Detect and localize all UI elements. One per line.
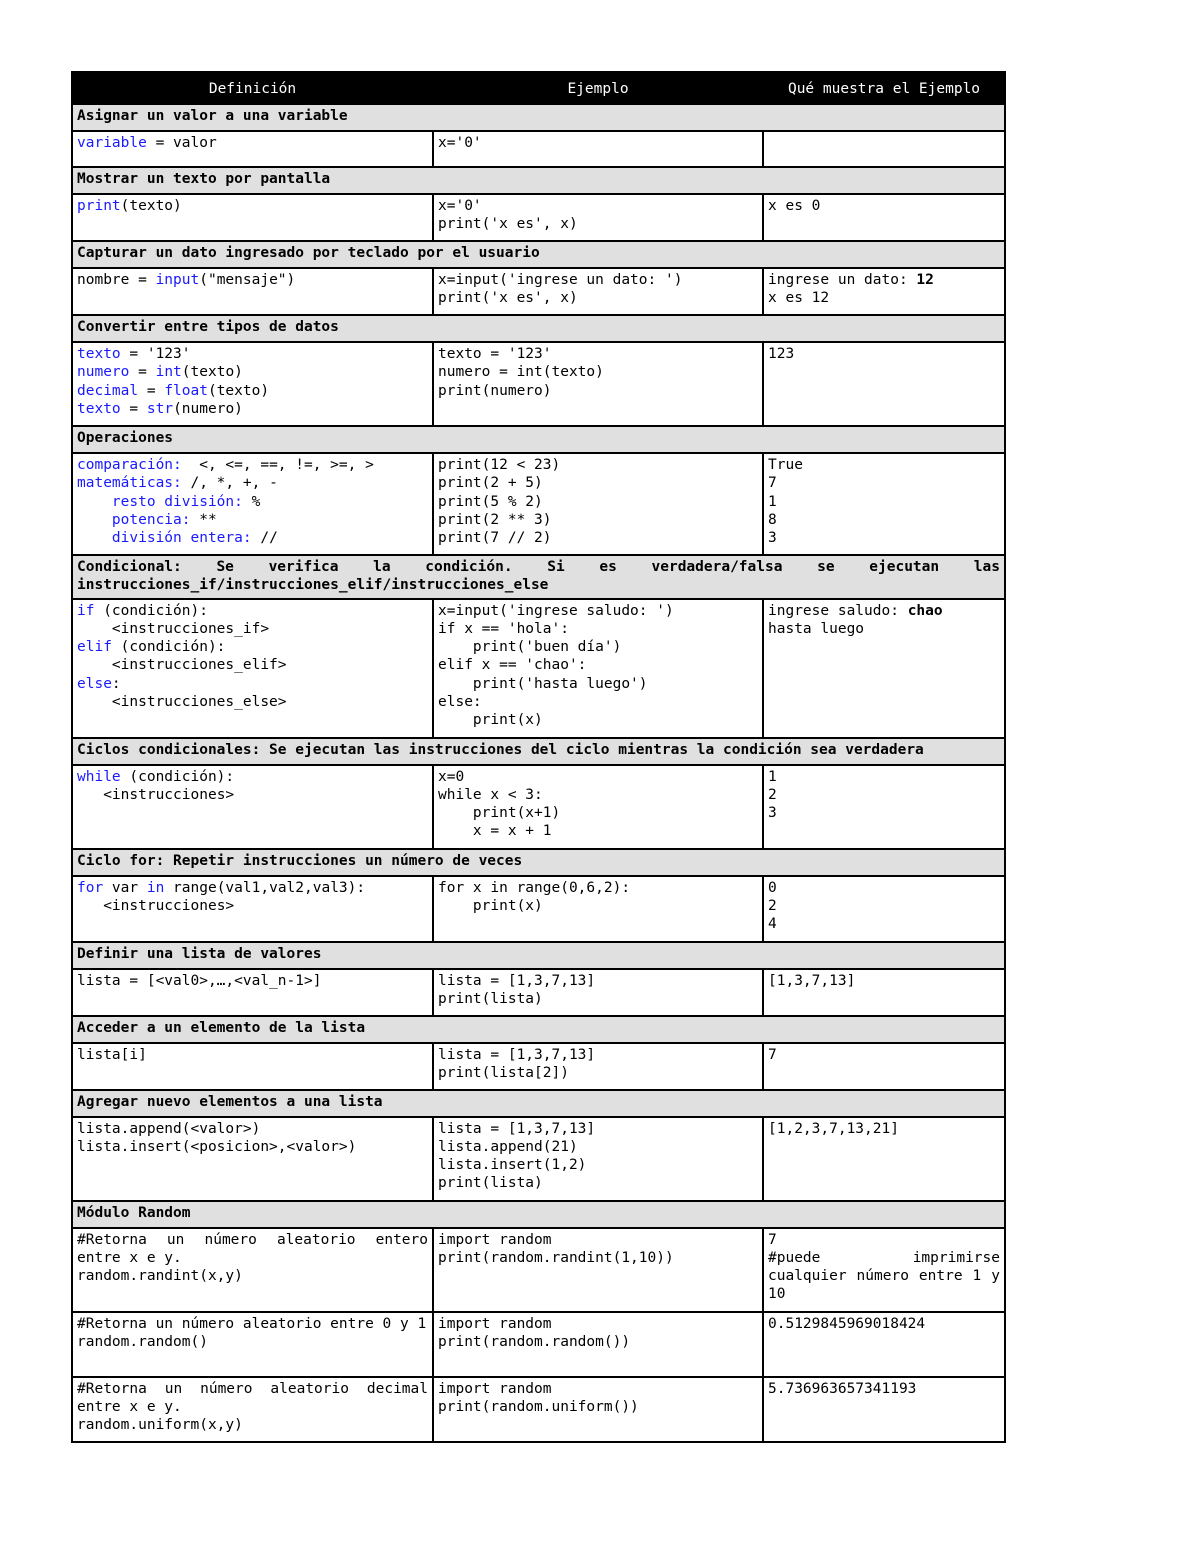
section-header <box>72 241 1005 268</box>
definition-cell: #Retorna un número aleatorio decimal entre x e y. random.uniform(x,y) <box>72 1377 433 1442</box>
definition-cell <box>72 453 433 555</box>
definition-cell <box>72 765 433 849</box>
definition-cell <box>72 131 433 167</box>
definition-text: (texto) <box>181 364 243 381</box>
table-row <box>72 131 1005 167</box>
keyword: comparación: <box>77 457 182 473</box>
definition-text: = <box>120 400 147 417</box>
header-row <box>72 72 1005 104</box>
section-header <box>72 1090 1005 1117</box>
section-header <box>72 315 1005 342</box>
section-title: Módulo Random <box>72 1201 1005 1228</box>
keyword: float <box>164 382 208 399</box>
output-text: ingrese saludo: <box>768 602 908 619</box>
example-cell: x=0 while x < 3: print(x+1) x = x + 1 <box>433 765 763 849</box>
example-cell: lista = [1,3,7,13] print(lista[2]) <box>433 1043 763 1090</box>
keyword: numero <box>77 364 130 381</box>
example-cell: import random print(random.randint(1,10)) <box>433 1228 763 1312</box>
definition-cell: lista.append(<valor>) lista.insert(<posicion>,<valor>) <box>72 1117 433 1201</box>
definition-text: = <box>129 364 156 381</box>
python-reference-table <box>71 71 1006 1443</box>
definition-text: (texto) <box>120 198 182 214</box>
output-text: ingrese un dato: <box>768 272 917 288</box>
example-cell: import random print(random.random()) <box>433 1312 763 1377</box>
section-title: Mostrar un texto por pantalla <box>72 167 1005 194</box>
example-cell: for x in range(0,6,2): print(x) <box>433 876 763 942</box>
table-row <box>72 268 1005 315</box>
keyword: str <box>146 400 174 417</box>
keyword: potencia: <box>77 511 191 528</box>
output-cell <box>763 268 1005 315</box>
section-header <box>72 104 1005 131</box>
definition-cell: #Retorna un número aleatorio entero entre x e y. random.randint(x,y) <box>72 1228 433 1312</box>
keyword: matemáticas: <box>77 475 182 492</box>
header-definicion: Definición <box>72 72 433 104</box>
section-title: Condicional: Se verifica la condición. Si es verdadera/falsa se ejecutan las instrucciones_if/instrucciones_elif/instrucciones_else <box>72 555 1005 599</box>
definition-text: (condición): <instrucciones_if> <box>103 602 270 637</box>
section-title: Asignar un valor a una variable <box>72 104 1005 131</box>
section-header <box>72 555 1005 599</box>
section-header <box>72 1201 1005 1228</box>
output-text: x es 12 <box>768 290 830 307</box>
section-header <box>72 426 1005 453</box>
section-title: Capturar un dato ingresado por teclado por el usuario <box>72 241 1005 268</box>
example-cell: x=input('ingrese un dato: ') print('x es', x) <box>433 268 763 315</box>
definition-text: : <instrucciones_else> <box>111 675 287 711</box>
user-input-text: 12 <box>916 272 934 288</box>
section-title: Convertir entre tipos de datos <box>72 315 1005 342</box>
table-row <box>72 765 1005 849</box>
definition-cell <box>72 194 433 241</box>
example-cell: print(12 < 23) print(2 + 5) print(5 % 2) print(2 ** 3) print(7 // 2) <box>433 453 763 555</box>
definition-text: range(val1,val2,val3): <instrucciones> <box>103 879 366 914</box>
example-cell: texto = '123' numero = int(texto) print(numero) <box>433 342 763 426</box>
definition-text: (texto) <box>207 382 270 399</box>
output-cell: 0 2 4 <box>763 876 1005 942</box>
section-title: Operaciones <box>72 426 1005 453</box>
definition-cell: lista[i] <box>72 1043 433 1090</box>
keyword: variable <box>77 135 147 151</box>
table-row <box>72 1312 1005 1377</box>
section-header <box>72 942 1005 969</box>
definition-cell: lista = [<val0>,…,<val_n-1>] <box>72 969 433 1016</box>
output-cell: [1,3,7,13] <box>763 969 1005 1016</box>
section-header <box>72 738 1005 765</box>
output-cell: x es 0 <box>763 194 1005 241</box>
section-header <box>72 167 1005 194</box>
definition-text: /, *, +, - <box>181 475 278 492</box>
definition-text: nombre = <box>77 272 156 288</box>
output-cell: 1 2 3 <box>763 765 1005 849</box>
keyword: for <box>77 879 104 896</box>
keyword: else <box>77 675 112 692</box>
keyword: texto <box>77 400 121 417</box>
keyword: in <box>146 879 165 896</box>
example-cell: x='0' print('x es', x) <box>433 194 763 241</box>
keyword: elif <box>77 639 112 656</box>
keyword: división entera: <box>77 530 252 547</box>
output-cell: 123 <box>763 342 1005 426</box>
definition-text: var <box>103 879 147 896</box>
keyword: resto división: <box>77 493 243 510</box>
section-header <box>72 849 1005 876</box>
output-cell: 7 <box>763 1043 1005 1090</box>
definition-cell <box>72 599 433 738</box>
definition-text: % <box>242 493 261 510</box>
keyword: print <box>77 198 121 214</box>
table-row <box>72 876 1005 942</box>
definition-cell: #Retorna un número aleatorio entre 0 y 1 random.random() <box>72 1312 433 1377</box>
keyword: if <box>77 602 95 619</box>
header-ejemplo: Ejemplo <box>433 72 763 104</box>
header-muestra: Qué muestra el Ejemplo <box>763 72 1005 104</box>
user-input-text: chao <box>907 602 943 619</box>
keyword: input <box>155 272 200 288</box>
table-row <box>72 1377 1005 1442</box>
table-row <box>72 1043 1005 1090</box>
example-cell: import random print(random.uniform()) <box>433 1377 763 1442</box>
definition-text: // <box>251 530 278 547</box>
table-row <box>72 1228 1005 1312</box>
example-cell: lista = [1,3,7,13] lista.append(21) lista.insert(1,2) print(lista) <box>433 1117 763 1201</box>
section-title: Acceder a un elemento de la lista <box>72 1016 1005 1043</box>
definition-text: (condición): <instrucciones_elif> <box>111 639 287 674</box>
table-row <box>72 453 1005 555</box>
definition-text: = valor <box>146 135 217 151</box>
example-cell: x='0' <box>433 131 763 167</box>
definition-text: = <box>138 382 165 399</box>
output-cell <box>763 599 1005 738</box>
definition-text: = '123' <box>120 346 191 362</box>
keyword: texto <box>77 346 121 362</box>
definition-cell <box>72 342 433 426</box>
example-cell: x=input('ingrese saludo: ') if x == 'hola': print('buen día') elif x == 'chao': print('hasta luego') else: print(x) <box>433 599 763 738</box>
definition-cell <box>72 268 433 315</box>
table-row <box>72 342 1005 426</box>
table-row <box>72 1117 1005 1201</box>
section-title: Ciclos condicionales: Se ejecutan las instrucciones del ciclo mientras la condición sea verdadera <box>72 738 1005 765</box>
section-title: Definir una lista de valores <box>72 942 1005 969</box>
keyword: int <box>155 364 182 381</box>
output-cell: 7 #puede imprimirse cualquier número entre 1 y 10 <box>763 1228 1005 1312</box>
keyword: while <box>77 768 121 785</box>
table-row <box>72 969 1005 1016</box>
output-cell: 0.5129845969018424 <box>763 1312 1005 1377</box>
section-title: Ciclo for: Repetir instrucciones un número de veces <box>72 849 1005 876</box>
output-text: hasta luego <box>768 620 865 637</box>
definition-text: ("mensaje") <box>199 272 296 288</box>
definition-text: ** <box>190 511 217 528</box>
section-header <box>72 1016 1005 1043</box>
output-cell: [1,2,3,7,13,21] <box>763 1117 1005 1201</box>
definition-text: <, <=, ==, !=, >=, > <box>181 457 374 473</box>
section-title: Agregar nuevo elementos a una lista <box>72 1090 1005 1117</box>
example-cell: lista = [1,3,7,13] print(lista) <box>433 969 763 1016</box>
table-row <box>72 194 1005 241</box>
output-cell <box>763 131 1005 167</box>
output-cell: True 7 1 8 3 <box>763 453 1005 555</box>
definition-text: (condición): <instrucciones> <box>103 768 235 803</box>
definition-text: (numero) <box>173 400 243 417</box>
keyword: decimal <box>77 382 139 399</box>
table-row <box>72 599 1005 738</box>
definition-cell <box>72 876 433 942</box>
output-cell: 5.736963657341193 <box>763 1377 1005 1442</box>
